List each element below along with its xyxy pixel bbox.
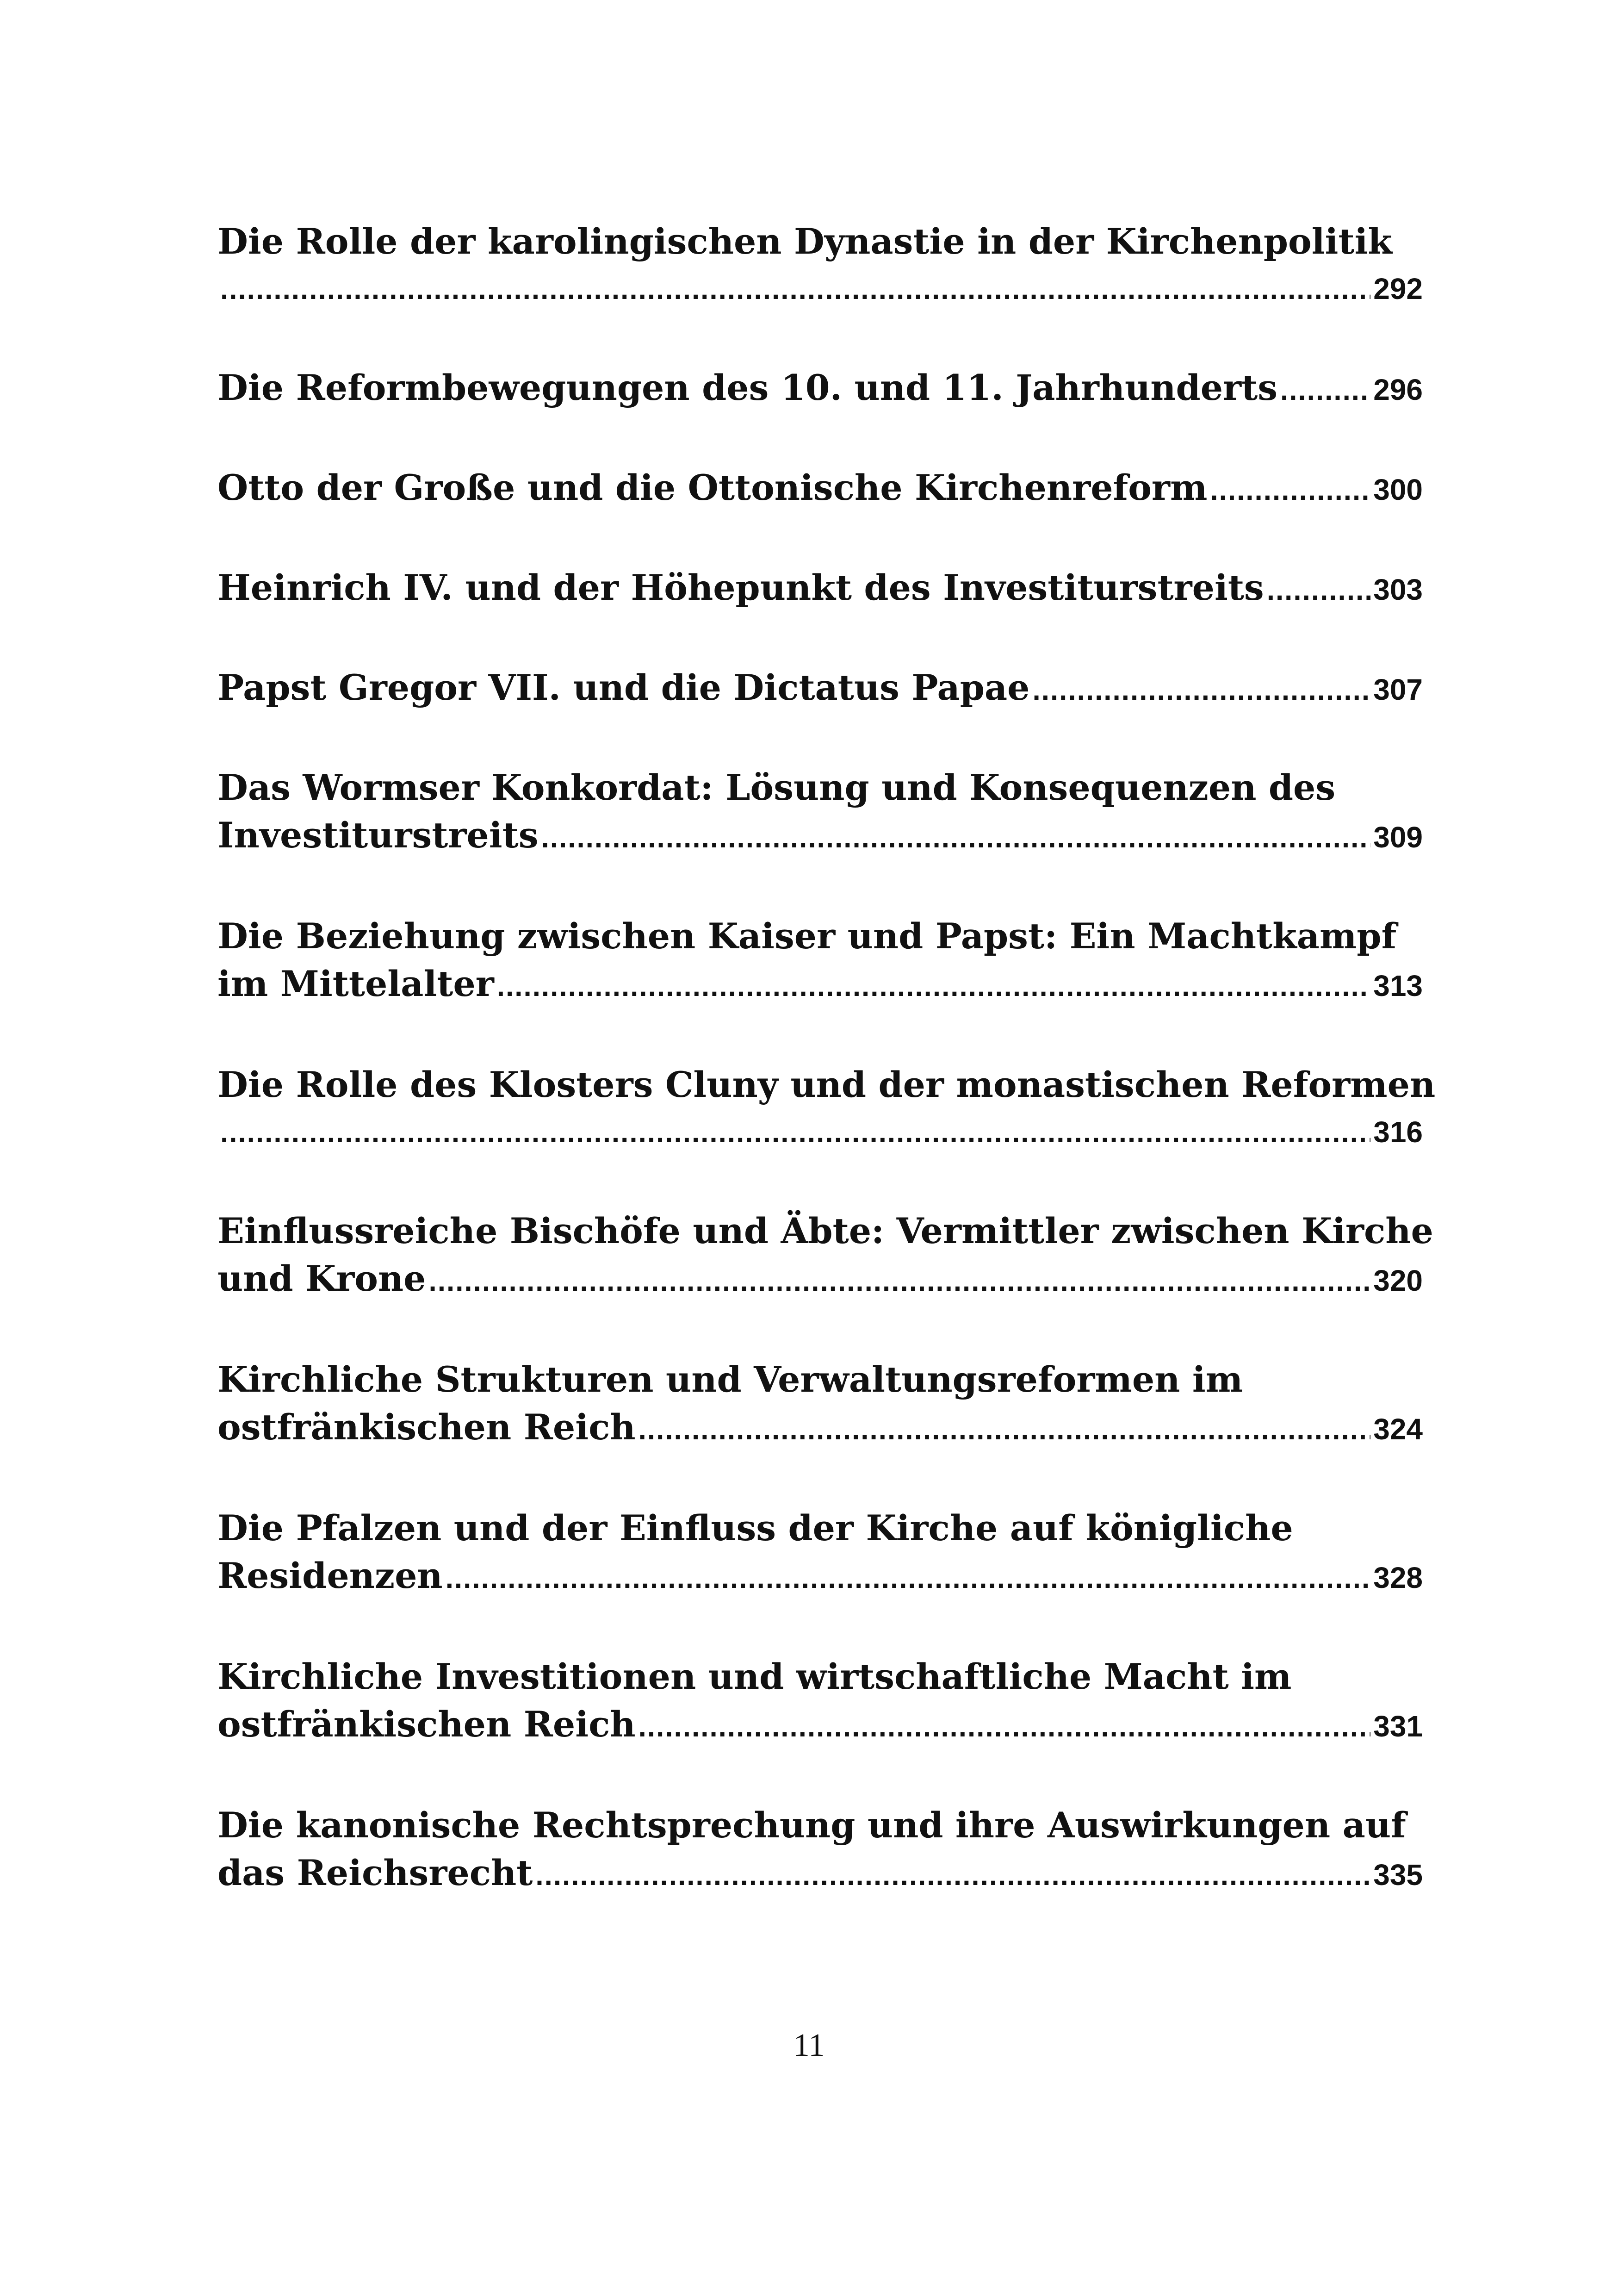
toc-entry-page-number: 296 (1373, 373, 1423, 406)
toc-entry-title-continued: im Mittelalter (217, 963, 494, 1004)
toc-entry-leader-row (217, 811, 1423, 862)
dot-leader (639, 1703, 1371, 1751)
toc-entry[interactable] (217, 364, 1423, 414)
toc-entry[interactable] (217, 1653, 1423, 1751)
toc-entry-page-number: 300 (1373, 473, 1423, 506)
toc-entry-page-number: 335 (1373, 1858, 1423, 1892)
toc-entry-title: Das Wormser Konkordat: Lösung und Konsequenzen des (217, 767, 1336, 808)
dot-leader (497, 963, 1370, 1010)
toc-entry-title: Einflussreiche Bischöfe und Äbte: Vermittler zwischen Kirche (217, 1210, 1433, 1251)
toc-entry-page-number: 307 (1373, 673, 1423, 706)
toc-entry-title-continued: und Krone (217, 1258, 426, 1299)
toc-entry-leader-row (217, 1552, 1423, 1602)
toc-entry-title: Die Rolle der karolingischen Dynastie in der Kirchenpolitik (217, 221, 1393, 262)
page-number: 11 (793, 2028, 825, 2063)
toc-entry[interactable] (217, 1207, 1433, 1305)
table-of-contents (217, 218, 1436, 1950)
toc-entry-title: Heinrich IV. und der Höhepunkt des Investiturstreits (217, 567, 1264, 608)
toc-entry-leader-row (217, 960, 1423, 1010)
toc-entry[interactable] (217, 1061, 1436, 1157)
toc-entry-leader-row (217, 1403, 1423, 1454)
toc-entry-title: Die Reformbewegungen des 10. und 11. Jahrhunderts (217, 367, 1277, 408)
toc-entry-title: Kirchliche Investitionen und wirtschaftliche Macht im (217, 1656, 1292, 1697)
toc-entry-leader-row (217, 464, 1423, 514)
toc-entry[interactable] (217, 764, 1423, 862)
toc-entry[interactable] (217, 464, 1423, 514)
dot-leader (535, 1852, 1370, 1899)
toc-entry-leader-row (217, 664, 1423, 714)
toc-entry-title-continued: Residenzen (217, 1555, 443, 1596)
toc-entry-page-number: 292 (1373, 272, 1423, 305)
toc-entry-page-number: 316 (1373, 1115, 1423, 1149)
toc-entry[interactable] (217, 564, 1423, 614)
toc-entry-leader-row (217, 364, 1423, 414)
toc-entry-title-continued: ostfränkischen Reich (217, 1406, 636, 1448)
toc-entry-page-number: 303 (1373, 573, 1423, 606)
dot-leader (1280, 367, 1370, 414)
dot-leader (1033, 666, 1371, 714)
toc-entry-leader-row (217, 265, 1423, 313)
toc-entry[interactable] (217, 1504, 1423, 1602)
dot-leader (1267, 566, 1371, 614)
toc-entry-title-continued: das Reichsrecht (217, 1852, 533, 1893)
toc-entry-title: Kirchliche Strukturen und Verwaltungsreformen im (217, 1359, 1243, 1400)
toc-entry-title: Die Rolle des Klosters Cluny und der monastischen Reformen (217, 1064, 1436, 1105)
dot-leader (446, 1555, 1371, 1602)
toc-entry[interactable] (217, 912, 1423, 1010)
toc-entry[interactable] (217, 218, 1423, 313)
toc-entry-title: Die Beziehung zwischen Kaiser und Papst: Ein Machtkampf (217, 915, 1397, 957)
dot-leader (220, 1109, 1370, 1157)
toc-entry-page-number: 309 (1373, 821, 1423, 854)
toc-entry-page-number: 324 (1373, 1412, 1423, 1446)
toc-entry-page-number: 328 (1373, 1561, 1423, 1594)
toc-entry[interactable] (217, 664, 1423, 714)
toc-entry[interactable] (217, 1801, 1423, 1899)
toc-entry-title-continued: Investiturstreits (217, 815, 539, 856)
dot-leader (429, 1257, 1371, 1305)
dot-leader (220, 266, 1370, 313)
toc-entry-title: Die kanonische Rechtsprechung und ihre Auswirkungen auf (217, 1804, 1406, 1846)
toc-entry-title: Otto der Große und die Ottonische Kirchenreform (217, 467, 1208, 508)
toc-entry[interactable] (217, 1356, 1423, 1454)
toc-entry-page-number: 331 (1373, 1710, 1423, 1743)
toc-entry-leader-row (217, 1108, 1423, 1157)
toc-entry-leader-row (217, 564, 1423, 614)
toc-entry-page-number: 320 (1373, 1264, 1423, 1297)
toc-entry-title-continued: ostfränkischen Reich (217, 1704, 636, 1745)
toc-entry-title: Papst Gregor VII. und die Dictatus Papae (217, 667, 1030, 708)
dot-leader (639, 1406, 1371, 1454)
dot-leader (1210, 467, 1370, 514)
toc-entry-page-number: 313 (1373, 969, 1423, 1002)
toc-entry-leader-row (217, 1255, 1423, 1305)
dot-leader (541, 814, 1371, 862)
toc-entry-leader-row (217, 1700, 1423, 1751)
toc-entry-title: Die Pfalzen und der Einfluss der Kirche auf königliche (217, 1507, 1293, 1549)
toc-entry-leader-row (217, 1849, 1423, 1899)
